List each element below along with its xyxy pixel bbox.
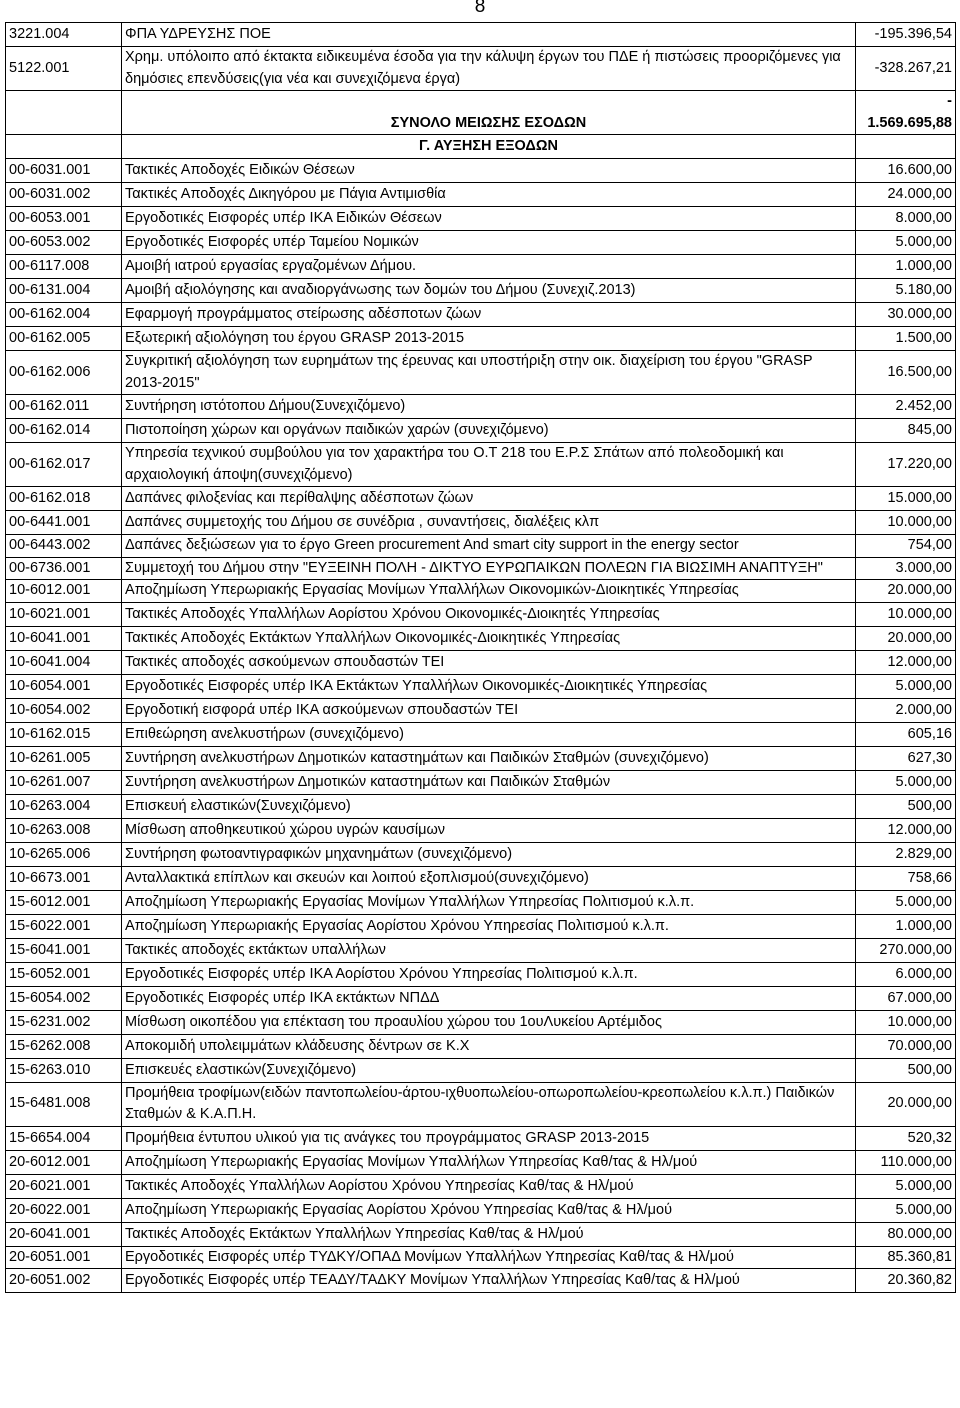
amount: 12.000,00 <box>856 650 956 674</box>
account-description: Τακτικές Αποδοχές Ειδικών Θέσεων <box>122 159 856 183</box>
account-description: Εργοδοτικές Εισφορές υπέρ ΤΕΑΔΥ/ΤΑΔΚΥ Μονίμων Υπαλλήλων Υπηρεσίας Καθ/τας & Ηλ/μού <box>122 1269 856 1293</box>
table-row <box>6 842 956 866</box>
table-row <box>6 722 956 746</box>
account-description: Αποζημίωση Υπερωριακής Εργασίας Αορίστου Χρόνου Υπηρεσίας Πολιτισμού κ.λ.π. <box>122 914 856 938</box>
account-description: Συγκριτική αξιολόγηση των ευρημάτων της έρευνας και υποστήριξη στην οικ. διαχείριση του έργου "GRASP 2013-2015" <box>122 351 856 395</box>
account-description: Αμοιβή ιατρού εργασίας εργαζομένων Δήμου. <box>122 255 856 279</box>
account-code: 00-6053.001 <box>6 207 122 231</box>
table-row <box>6 1198 956 1222</box>
amount: 845,00 <box>856 419 956 443</box>
table-row <box>6 914 956 938</box>
amount: 5.000,00 <box>856 890 956 914</box>
table-row <box>6 1082 956 1126</box>
account-description: Επισκευή ελαστικών(Συνεχιζόμενο) <box>122 794 856 818</box>
table-row <box>6 1174 956 1198</box>
table-row <box>6 443 956 487</box>
table-row <box>6 279 956 303</box>
account-description: Συντήρηση ανελκυστήρων Δημοτικών καταστημάτων και Παιδικών Σταθμών <box>122 770 856 794</box>
account-description: Συντήρηση ανελκυστήρων Δημοτικών καταστημάτων και Παιδικών Σταθμών (συνεχιζόμενο) <box>122 746 856 770</box>
table-row <box>6 770 956 794</box>
table-row <box>6 207 956 231</box>
account-code: 10-6041.004 <box>6 650 122 674</box>
account-code: 20-6051.001 <box>6 1246 122 1269</box>
amount: 500,00 <box>856 1058 956 1082</box>
table-row <box>6 866 956 890</box>
table-row <box>6 303 956 327</box>
amount: 17.220,00 <box>856 443 956 487</box>
account-code: 00-6162.018 <box>6 487 122 511</box>
account-code: 15-6481.008 <box>6 1082 122 1126</box>
account-code: 10-6162.015 <box>6 722 122 746</box>
table-row <box>6 580 956 603</box>
amount: 3.000,00 <box>856 557 956 580</box>
account-code: 10-6041.001 <box>6 626 122 650</box>
account-description: Πιστοποίηση χώρων και οργάνων παιδικών χαρών (συνεχιζόμενο) <box>122 419 856 443</box>
amount: 85.360,81 <box>856 1246 956 1269</box>
account-code: 00-6162.005 <box>6 327 122 351</box>
account-code: 20-6041.001 <box>6 1222 122 1246</box>
amount: 2.829,00 <box>856 842 956 866</box>
account-description: Τακτικές αποδοχές εκτάκτων υπαλλήλων <box>122 938 856 962</box>
section-heading-row <box>6 135 956 159</box>
account-code: 15-6054.002 <box>6 986 122 1010</box>
amount: 10.000,00 <box>856 1010 956 1034</box>
account-description: Εργοδοτικές Εισφορές υπέρ ΙΚΑ Εκτάκτων Υπαλλήλων Οικονομικές-Διοικητικές Υπηρεσίας <box>122 674 856 698</box>
table-row <box>6 674 956 698</box>
account-description: Προμήθεια τροφίμων(ειδών παντοπωλείου-άρτου-ιχθυοπωλείου-οπωροπωλείου-κρεοπωλείου κ.λ.π.) Παιδικών Σταθμών & Κ.Α.Π.Η. <box>122 1082 856 1126</box>
table-row <box>6 1010 956 1034</box>
table-row <box>6 487 956 511</box>
account-code: 10-6261.005 <box>6 746 122 770</box>
account-code: 10-6012.001 <box>6 580 122 603</box>
account-description: Αποκομιδή υπολειμμάτων κλάδευσης δέντρων σε Κ.Χ <box>122 1034 856 1058</box>
amount: 5.000,00 <box>856 231 956 255</box>
amount-sign: - <box>947 93 952 109</box>
amount: 500,00 <box>856 794 956 818</box>
account-code: 15-6654.004 <box>6 1126 122 1150</box>
table-row <box>6 1058 956 1082</box>
amount: 10.000,00 <box>856 602 956 626</box>
amount: -195.396,54 <box>856 23 956 47</box>
amount: 5.000,00 <box>856 1198 956 1222</box>
account-description: Προμήθεια έντυπου υλικού για τις ανάγκες του προγράμματος GRASP 2013-2015 <box>122 1126 856 1150</box>
table-row <box>6 395 956 419</box>
amount: 5.000,00 <box>856 674 956 698</box>
amount: 1.500,00 <box>856 327 956 351</box>
amount: -328.267,21 <box>856 47 956 91</box>
account-description: Ανταλλακτικά επίπλων και σκευών και λοιπού εξοπλισμού(συνεχιζόμενο) <box>122 866 856 890</box>
amount: 24.000,00 <box>856 183 956 207</box>
total-row <box>6 91 956 135</box>
amount: 12.000,00 <box>856 818 956 842</box>
amount: 16.500,00 <box>856 351 956 395</box>
account-code: 00-6131.004 <box>6 279 122 303</box>
table-row <box>6 602 956 626</box>
table-row <box>6 890 956 914</box>
account-description: Αποζημίωση Υπερωριακής Εργασίας Μονίμων Υπαλλήλων Υπηρεσίας Πολιτισμού κ.λ.π. <box>122 890 856 914</box>
amount: 20.000,00 <box>856 626 956 650</box>
account-code: 15-6262.008 <box>6 1034 122 1058</box>
account-description: Επιθεώρηση ανελκυστήρων (συνεχιζόμενο) <box>122 722 856 746</box>
account-description: Μίσθωση οικοπέδου για επέκταση του προαυλίου χώρου του 1ουΛυκείου Αρτέμιδος <box>122 1010 856 1034</box>
page-number: 8 <box>474 0 486 17</box>
amount: 80.000,00 <box>856 1222 956 1246</box>
account-description: Μίσθωση αποθηκευτικού χώρου υγρών καυσίμων <box>122 818 856 842</box>
table-row <box>6 557 956 580</box>
account-code: 00-6162.011 <box>6 395 122 419</box>
account-code: 00-6443.002 <box>6 535 122 558</box>
amount <box>856 135 956 159</box>
table-row <box>6 351 956 395</box>
table-row <box>6 511 956 535</box>
account-description: Τακτικές Αποδοχές Υπαλλήλων Αορίστου Χρόνου Οικονομικές-Διοικητές Υπηρεσίας <box>122 602 856 626</box>
account-description: Αποζημίωση Υπερωριακής Εργασίας Μονίμων Υπαλλήλων Οικονομικών-Διοικητικές Υπηρεσίας <box>122 580 856 603</box>
table-row <box>6 1034 956 1058</box>
table-row <box>6 231 956 255</box>
account-code: 00-6053.002 <box>6 231 122 255</box>
account-description: Δαπάνες φιλοξενίας και περίθαλψης αδέσποτων ζώων <box>122 487 856 511</box>
account-description: Εργοδοτικές Εισφορές υπέρ ΙΚΑ Αορίστου Χρόνου Υπηρεσίας Πολιτισμού κ.λ.π. <box>122 962 856 986</box>
amount: 1.000,00 <box>856 914 956 938</box>
account-code: 10-6261.007 <box>6 770 122 794</box>
account-code: 15-6263.010 <box>6 1058 122 1082</box>
account-description: Γ. ΑΥΞΗΣΗ ΕΞΟΔΩΝ <box>122 135 856 159</box>
account-description: Αποζημίωση Υπερωριακής Εργασίας Αορίστου Χρόνου Υπηρεσίας Καθ/τας & Ηλ/μού <box>122 1198 856 1222</box>
account-code: 15-6231.002 <box>6 1010 122 1034</box>
account-code: 00-6162.014 <box>6 419 122 443</box>
amount: 520,32 <box>856 1126 956 1150</box>
account-code: 10-6021.001 <box>6 602 122 626</box>
account-description: Χρημ. υπόλοιπο από έκτακτα ειδικευμένα έσοδα για την κάλυψη έργων του ΠΔΕ ή πιστώσεις προοριζόμενες για δημόσιες επενδύσεις(για νέα και συνεχιζόμενα έργα) <box>122 47 856 91</box>
account-code: 10-6054.002 <box>6 698 122 722</box>
account-description: Δαπάνες συμμετοχής του Δήμου σε συνέδρια , συναντήσεις, διαλέξεις κλπ <box>122 511 856 535</box>
account-description: Εργοδοτικές Εισφορές υπέρ ΙΚΑ εκτάκτων ΝΠΔΔ <box>122 986 856 1010</box>
account-description: Εργοδοτικές Εισφορές υπέρ Ταμείου Νομικών <box>122 231 856 255</box>
account-description: ΣΥΝΟΛΟ ΜΕΙΩΣΗΣ ΕΣΟΔΩΝ <box>122 91 856 135</box>
account-description: Εργοδοτικές Εισφορές υπέρ ΙΚΑ Ειδικών Θέσεων <box>122 207 856 231</box>
account-description: Τακτικές Αποδοχές Εκτάκτων Υπαλλήλων Υπηρεσίας Καθ/τας & Ηλ/μού <box>122 1222 856 1246</box>
account-code: 00-6031.002 <box>6 183 122 207</box>
account-description: Υπηρεσία τεχνικού συμβούλου για τον χαρακτήρα του Ο.Τ 218 του Ε.Ρ.Σ Σπάτων από πολεοδομική και αρχαιολογική άποψη(συνεχιζόμενο) <box>122 443 856 487</box>
table-row <box>6 698 956 722</box>
amount: 270.000,00 <box>856 938 956 962</box>
amount: 20.360,82 <box>856 1269 956 1293</box>
account-description: Τακτικές Αποδοχές Δικηγόρου με Πάγια Αντιμισθία <box>122 183 856 207</box>
account-code: 20-6022.001 <box>6 1198 122 1222</box>
account-code <box>6 135 122 159</box>
amount: 16.600,00 <box>856 159 956 183</box>
amount: 5.000,00 <box>856 770 956 794</box>
account-code: 00-6736.001 <box>6 557 122 580</box>
amount: 70.000,00 <box>856 1034 956 1058</box>
account-description: ΦΠΑ ΥΔΡΕΥΣΗΣ ΠΟΕ <box>122 23 856 47</box>
account-description: Αποζημίωση Υπερωριακής Εργασίας Μονίμων Υπαλλήλων Υπηρεσίας Καθ/τας & Ηλ/μού <box>122 1150 856 1174</box>
table-row <box>6 626 956 650</box>
table-row <box>6 1126 956 1150</box>
amount: 1.000,00 <box>856 255 956 279</box>
amount: 754,00 <box>856 535 956 558</box>
account-code: 10-6054.001 <box>6 674 122 698</box>
table-row <box>6 183 956 207</box>
account-description: Συμμετοχή του Δήμου στην "ΕΥΞΕΙΝΗ ΠΟΛΗ - ΔΙΚΤΥΟ ΕΥΡΩΠΑΙΚΩΝ ΠΟΛΕΩΝ ΓΙΑ ΒΙΩΣΙΜΗ ΑΝΑΠΤΥΞΗ" <box>122 557 856 580</box>
account-description: Τακτικές Αποδοχές Υπαλλήλων Αορίστου Χρόνου Υπηρεσίας Καθ/τας & Ηλ/μού <box>122 1174 856 1198</box>
account-code: 00-6162.017 <box>6 443 122 487</box>
account-code: 15-6012.001 <box>6 890 122 914</box>
account-code: 15-6022.001 <box>6 914 122 938</box>
account-code: 00-6441.001 <box>6 511 122 535</box>
amount <box>856 91 956 135</box>
table-row <box>6 938 956 962</box>
account-code: 3221.004 <box>6 23 122 47</box>
table-row <box>6 794 956 818</box>
table-row <box>6 47 956 91</box>
amount: 110.000,00 <box>856 1150 956 1174</box>
account-description: Εξωτερική αξιολόγηση του έργου GRASP 2013-2015 <box>122 327 856 351</box>
account-code: 10-6673.001 <box>6 866 122 890</box>
account-description: Τακτικές Αποδοχές Εκτάκτων Υπαλλήλων Οικονομικές-Διοικητικές Υπηρεσίας <box>122 626 856 650</box>
account-code: 20-6021.001 <box>6 1174 122 1198</box>
account-description: Συντήρηση ιστότοπου Δήμου(Συνεχιζόμενο) <box>122 395 856 419</box>
account-code: 00-6162.006 <box>6 351 122 395</box>
table-row <box>6 23 956 47</box>
table-row <box>6 1246 956 1269</box>
table-row <box>6 255 956 279</box>
amount: 20.000,00 <box>856 580 956 603</box>
amount: 67.000,00 <box>856 986 956 1010</box>
account-code: 00-6162.004 <box>6 303 122 327</box>
budget-table <box>5 22 956 1293</box>
table-row <box>6 1150 956 1174</box>
amount: 627,30 <box>856 746 956 770</box>
table-row <box>6 419 956 443</box>
table-row <box>6 818 956 842</box>
account-code: 10-6263.008 <box>6 818 122 842</box>
table-row <box>6 1269 956 1293</box>
account-code: 15-6041.001 <box>6 938 122 962</box>
amount: 758,66 <box>856 866 956 890</box>
account-code: 15-6052.001 <box>6 962 122 986</box>
amount: 15.000,00 <box>856 487 956 511</box>
account-code <box>6 91 122 135</box>
table-row <box>6 159 956 183</box>
amount: 605,16 <box>856 722 956 746</box>
account-description: Εφαρμογή προγράμματος στείρωσης αδέσποτων ζώων <box>122 303 856 327</box>
table-row <box>6 962 956 986</box>
amount: 8.000,00 <box>856 207 956 231</box>
table-row <box>6 1222 956 1246</box>
table-row <box>6 746 956 770</box>
account-code: 20-6012.001 <box>6 1150 122 1174</box>
amount: 10.000,00 <box>856 511 956 535</box>
account-description: Συντήρηση φωτοαντιγραφικών μηχανημάτων (συνεχιζόμενο) <box>122 842 856 866</box>
account-code: 10-6263.004 <box>6 794 122 818</box>
table-row <box>6 650 956 674</box>
account-code: 10-6265.006 <box>6 842 122 866</box>
account-code: 00-6031.001 <box>6 159 122 183</box>
account-description: Τακτικές αποδοχές ασκούμενων σπουδαστών ΤΕΙ <box>122 650 856 674</box>
table-row <box>6 327 956 351</box>
account-code: 5122.001 <box>6 47 122 91</box>
account-description: Εργοδοτική εισφορά υπέρ ΙΚΑ ασκούμενων σπουδαστών ΤΕΙ <box>122 698 856 722</box>
account-code: 20-6051.002 <box>6 1269 122 1293</box>
account-description: Δαπάνες δεξιώσεων για το έργο Green procurement And smart city support in the energy sector <box>122 535 856 558</box>
total-amount: 1.569.695,88 <box>867 114 952 131</box>
amount: 5.180,00 <box>856 279 956 303</box>
amount: 5.000,00 <box>856 1174 956 1198</box>
amount: 20.000,00 <box>856 1082 956 1126</box>
amount: 2.452,00 <box>856 395 956 419</box>
amount: 30.000,00 <box>856 303 956 327</box>
account-description: Εργοδοτικές Εισφορές υπέρ ΤΥΔΚΥ/ΟΠΑΔ Μονίμων Υπαλλήλων Υπηρεσίας Καθ/τας & Ηλ/μού <box>122 1246 856 1269</box>
amount: 2.000,00 <box>856 698 956 722</box>
amount: 6.000,00 <box>856 962 956 986</box>
account-description: Επισκευές ελαστικών(Συνεχιζόμενο) <box>122 1058 856 1082</box>
table-row <box>6 986 956 1010</box>
account-code: 00-6117.008 <box>6 255 122 279</box>
table-row <box>6 535 956 558</box>
account-description: Αμοιβή αξιολόγησης και αναδιοργάνωσης των δομών του Δήμου (Συνεχιζ.2013) <box>122 279 856 303</box>
